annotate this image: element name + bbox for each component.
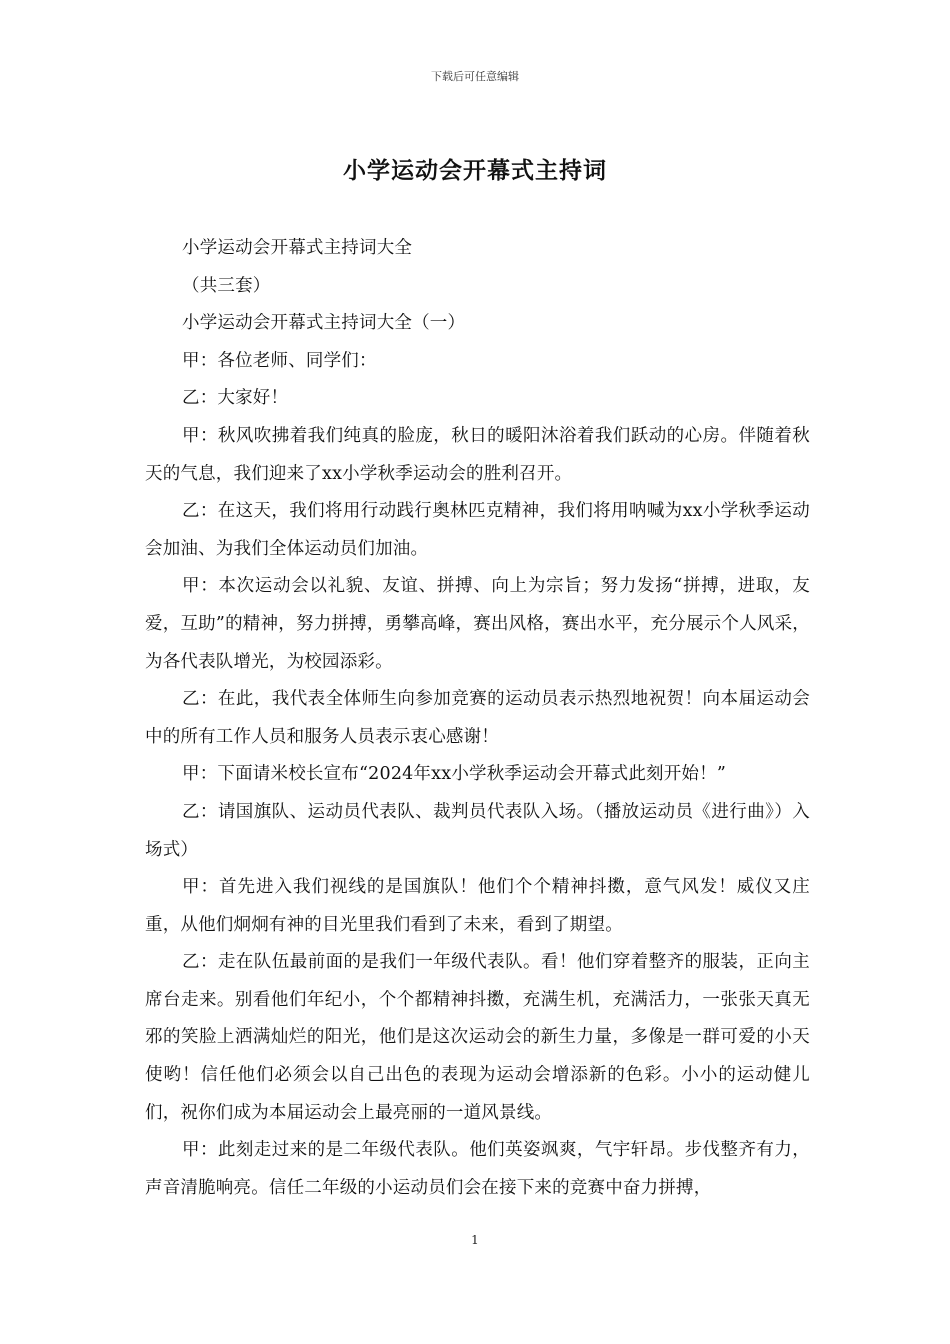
paragraph: 乙：请国旗队、运动员代表队、裁判员代表队入场。（播放运动员《进行曲》）入场式） xyxy=(145,801,810,860)
paragraph: 甲：本次运动会以礼貌、友谊、拼搏、向上为宗旨；努力发扬“拼搏，进取，友爱，互助”的精神，努力拼搏，勇攀高峰，赛出风格，赛出水平，充分展示个人风采，为各代表队增光，为校园添彩。 xyxy=(145,576,810,672)
header-note: 下载后可任意编辑 xyxy=(431,70,519,83)
paragraph: （共三套） xyxy=(182,275,271,296)
paragraph: 甲：下面请米校长宣布“2024年xx小学秋季运动会开幕式此刻开始！” xyxy=(182,764,726,785)
page-number: 1 xyxy=(471,1233,479,1247)
document-title: 小学运动会开幕式主持词 xyxy=(343,157,607,184)
paragraph: 甲：各位老师、同学们： xyxy=(182,350,377,371)
paragraph: 小学运动会开幕式主持词大全（一） xyxy=(182,313,466,334)
paragraph: 甲：首先进入我们视线的是国旗队！他们个个精神抖擞，意气风发！威仪又庄重，从他们炯炯有神的目光里我们看到了未来，看到了期望。 xyxy=(145,877,810,935)
paragraph: 乙：在此，我代表全体师生向参加竞赛的运动员表示热烈地祝贺！向本届运动会中的所有工作人员和服务人员表示衷心感谢！ xyxy=(145,689,810,747)
paragraph: 甲：秋风吹拂着我们纯真的脸庞，秋日的暖阳沐浴着我们跃动的心房。伴随着秋天的气息，我们迎来了xx小学秋季运动会的胜利召开。 xyxy=(145,425,810,484)
paragraph: 乙：走在队伍最前面的是我们一年级代表队。看！他们穿着整齐的服装，正向主席台走来。别看他们年纪小，个个都精神抖擞，充满生机，充满活力，一张张天真无邪的笑脸上洒满灿烂的阳光，他们是这次运动会的新生力量，多像是一群可爱的小天使哟！信任他们必须会以自己出色的表现为运动会增添新的色彩。小小的运动健儿们，祝你们成为本届运动会上最亮丽的一道风景线。 xyxy=(145,952,810,1123)
paragraph: 乙：在这天，我们将用行动践行奥林匹克精神，我们将用呐喊为xx小学秋季运动会加油、为我们全体运动员们加油。 xyxy=(145,501,810,559)
document-body xyxy=(145,230,810,1207)
paragraph: 甲：此刻走过来的是二年级代表队。他们英姿飒爽，气宇轩昂。步伐整齐有力，声音清脆响亮。信任二年级的小运动员们会在接下来的竞赛中奋力拼搏， xyxy=(145,1140,810,1198)
paragraph: 乙：大家好！ xyxy=(182,388,289,409)
paragraph: 小学运动会开幕式主持词大全 xyxy=(182,238,413,258)
